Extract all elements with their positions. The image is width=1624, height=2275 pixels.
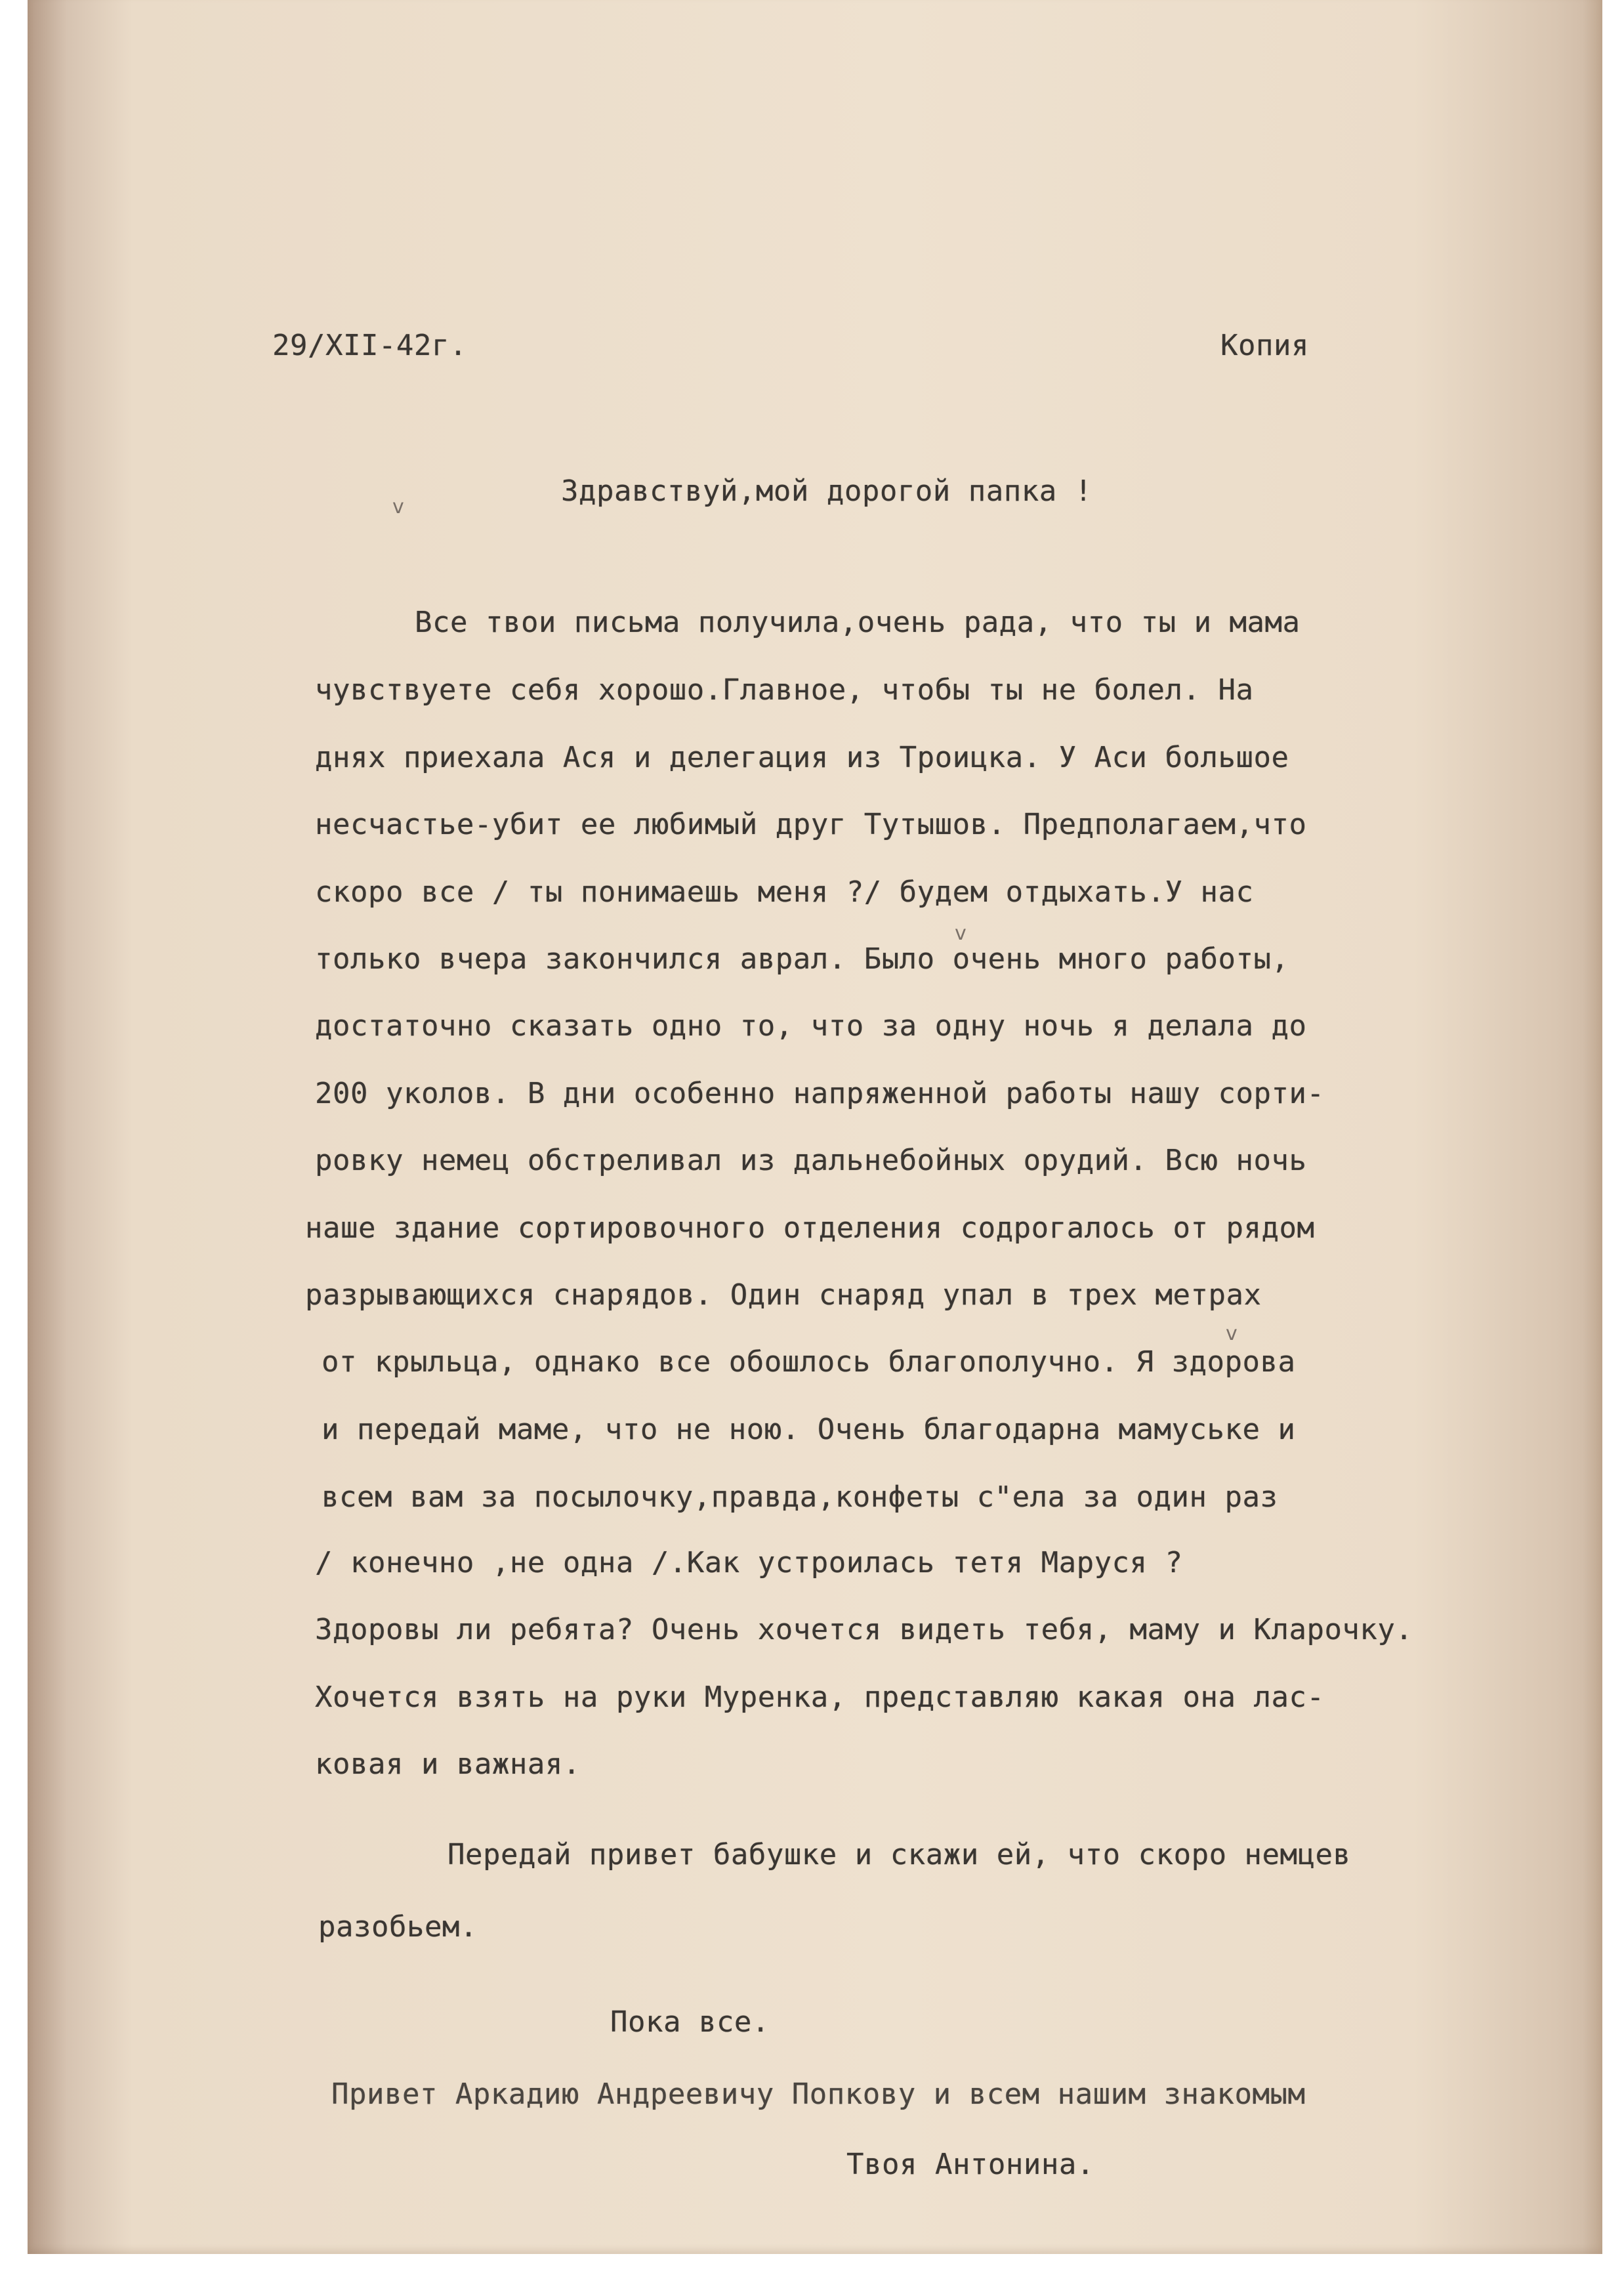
second-paragraph-line-1: Передай привет бабушке и скажи ей, что скоро немцев (448, 1838, 1351, 1871)
closing-greetings: Привет Аркадию Андреевичу Попкову и всем нашим знакомым (331, 2077, 1306, 2111)
body-line-12: от крыльца, однако все обошлось благополучно. Я здорова (322, 1345, 1296, 1379)
closing-line: Пока все. (610, 2005, 770, 2039)
body-line-14: всем вам за посылочку,правда,конфеты с"ела за один раз (322, 1480, 1278, 1514)
copy-label: Копия (1220, 329, 1309, 362)
second-paragraph-line-2: разобьем. (318, 1910, 478, 1944)
body-line-8: 200 уколов. В дни особенно напряженной работы нашу сорти- (315, 1077, 1325, 1110)
paper-sheet (28, 0, 1602, 2254)
body-line-13: и передай маме, что не ною. Очень благодарна мамуське и (322, 1413, 1296, 1446)
check-mark: v (1226, 1322, 1238, 1345)
body-line-18: ковая и важная. (315, 1747, 581, 1781)
greeting: Здравствуй,мой дорогой папка ! (561, 474, 1093, 508)
body-line-11: разрывающихся снарядов. Один снаряд упал в трех метрах (305, 1278, 1262, 1312)
letter-date: 29/XII-42г. (272, 329, 467, 362)
body-line-1: Все твои письма получила,очень рада, что ты и мама (415, 606, 1301, 639)
body-line-15: / конечно ,не одна /.Как устроилась тетя Маруся ? (315, 1546, 1183, 1579)
body-line-16: Здоровы ли ребята? Очень хочется видеть тебя, маму и Кларочку. (315, 1613, 1413, 1646)
body-line-6: только вчера закончился аврал. Было очень много работы, (315, 942, 1289, 976)
body-line-7: достаточно сказать одно то, что за одну ночь я делала до (315, 1009, 1307, 1043)
body-line-2: чувствуете себя хорошо.Главное, чтобы ты не болел. На (315, 673, 1254, 707)
body-line-5: скоро все / ты понимаешь меня ?/ будем отдыхать.У нас (315, 875, 1254, 909)
paper-edge-shadow (1583, 0, 1602, 2254)
body-line-4: несчастье-убит ее любимый друг Тутышов. Предполагаем,что (315, 808, 1307, 841)
signature: Твоя Антонина. (846, 2148, 1094, 2181)
body-line-9: ровку немец обстреливал из дальнебойных орудий. Всю ночь (315, 1144, 1307, 1177)
check-mark: v (392, 495, 404, 518)
body-line-17: Хочется взять на руки Муренка, представляю какая она лас- (315, 1680, 1325, 1714)
body-line-3: днях приехала Ася и делегация из Троицка. У Аси большое (315, 741, 1289, 774)
check-mark: v (955, 922, 967, 945)
body-line-10: наше здание сортировочного отделения содрогалось от рядом (305, 1211, 1315, 1245)
